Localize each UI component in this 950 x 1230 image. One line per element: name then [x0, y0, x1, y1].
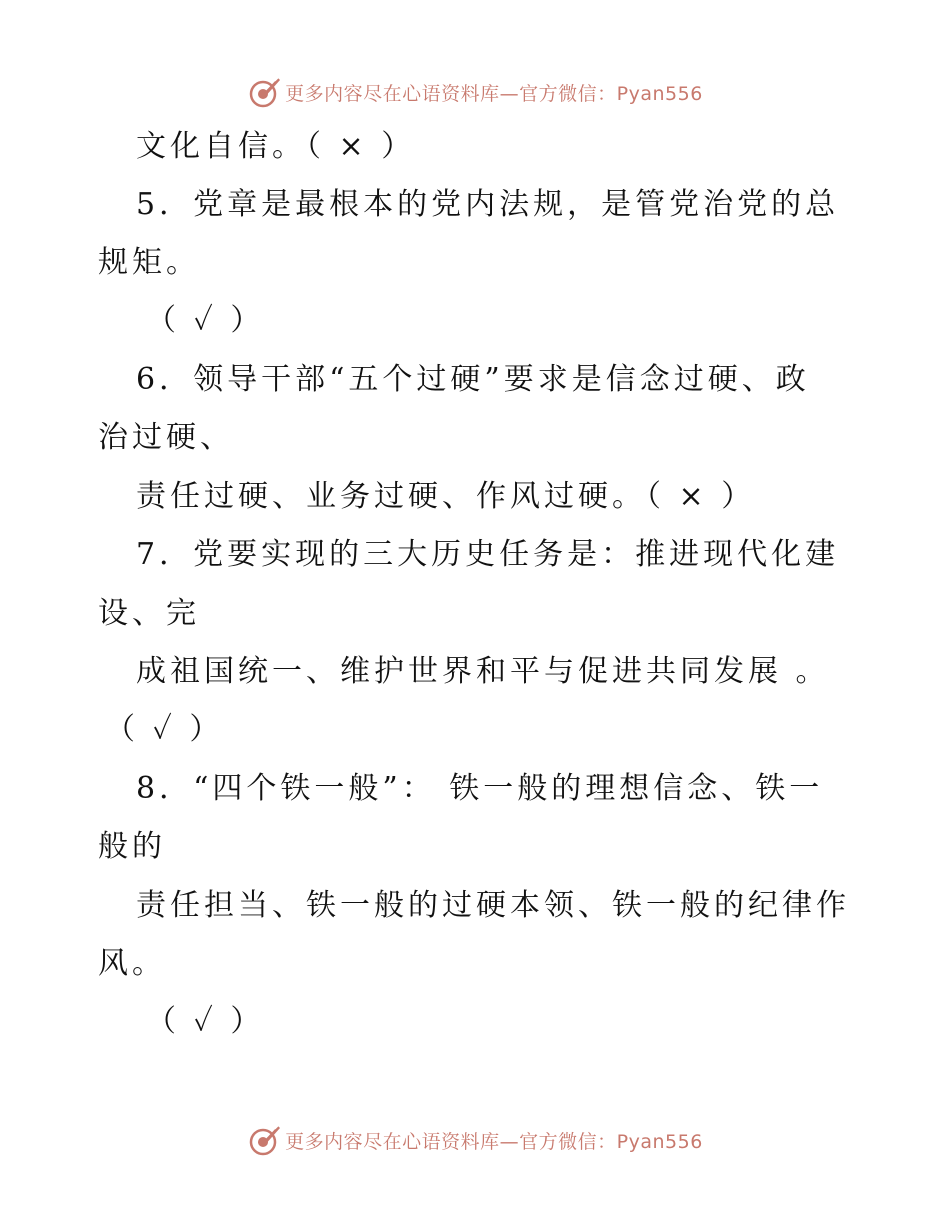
text-line: 治过硬、 — [98, 420, 234, 455]
text-line: 设、完 — [98, 596, 200, 631]
watermark-text: 更多内容尽在心语资料库—官方微信：Pyan556 — [285, 1130, 703, 1153]
text-line: 责任过硬、业务过硬、作风过硬。（ × ） — [136, 479, 756, 514]
text-line: 文化自信。（ × ） — [136, 129, 416, 164]
quill-logo-icon — [247, 74, 283, 110]
text-line: 7．党要实现的三大历史任务是：推进现代化建 — [136, 537, 840, 572]
text-line: （ ✓ ） — [146, 1004, 265, 1039]
footer-watermark — [0, 1118, 950, 1162]
text-line: 成祖国统一、维护世界和平与促进共同发展 。 — [136, 654, 830, 689]
text-line: 般的 — [98, 829, 166, 864]
watermark-text: 更多内容尽在心语资料库—官方微信：Pyan556 — [285, 82, 703, 105]
header-watermark — [0, 70, 950, 114]
text-line: 5．党章是最根本的党内法规，是管党治党的总 — [136, 187, 840, 222]
text-line: 8．“四个铁一般”： 铁一般的理想信念、铁一 — [136, 771, 824, 806]
text-line: 风。 — [98, 946, 166, 981]
text-line: 6．领导干部“五个过硬”要求是信念过硬、政 — [136, 362, 810, 397]
text-line: 责任担当、铁一般的过硬本领、铁一般的纪律作 — [136, 888, 850, 923]
text-line: （ ✓ ） — [105, 712, 224, 747]
text-line: 规矩。 — [98, 245, 200, 280]
quill-logo-icon — [247, 1122, 283, 1158]
text-line: （ ✓ ） — [146, 303, 265, 338]
